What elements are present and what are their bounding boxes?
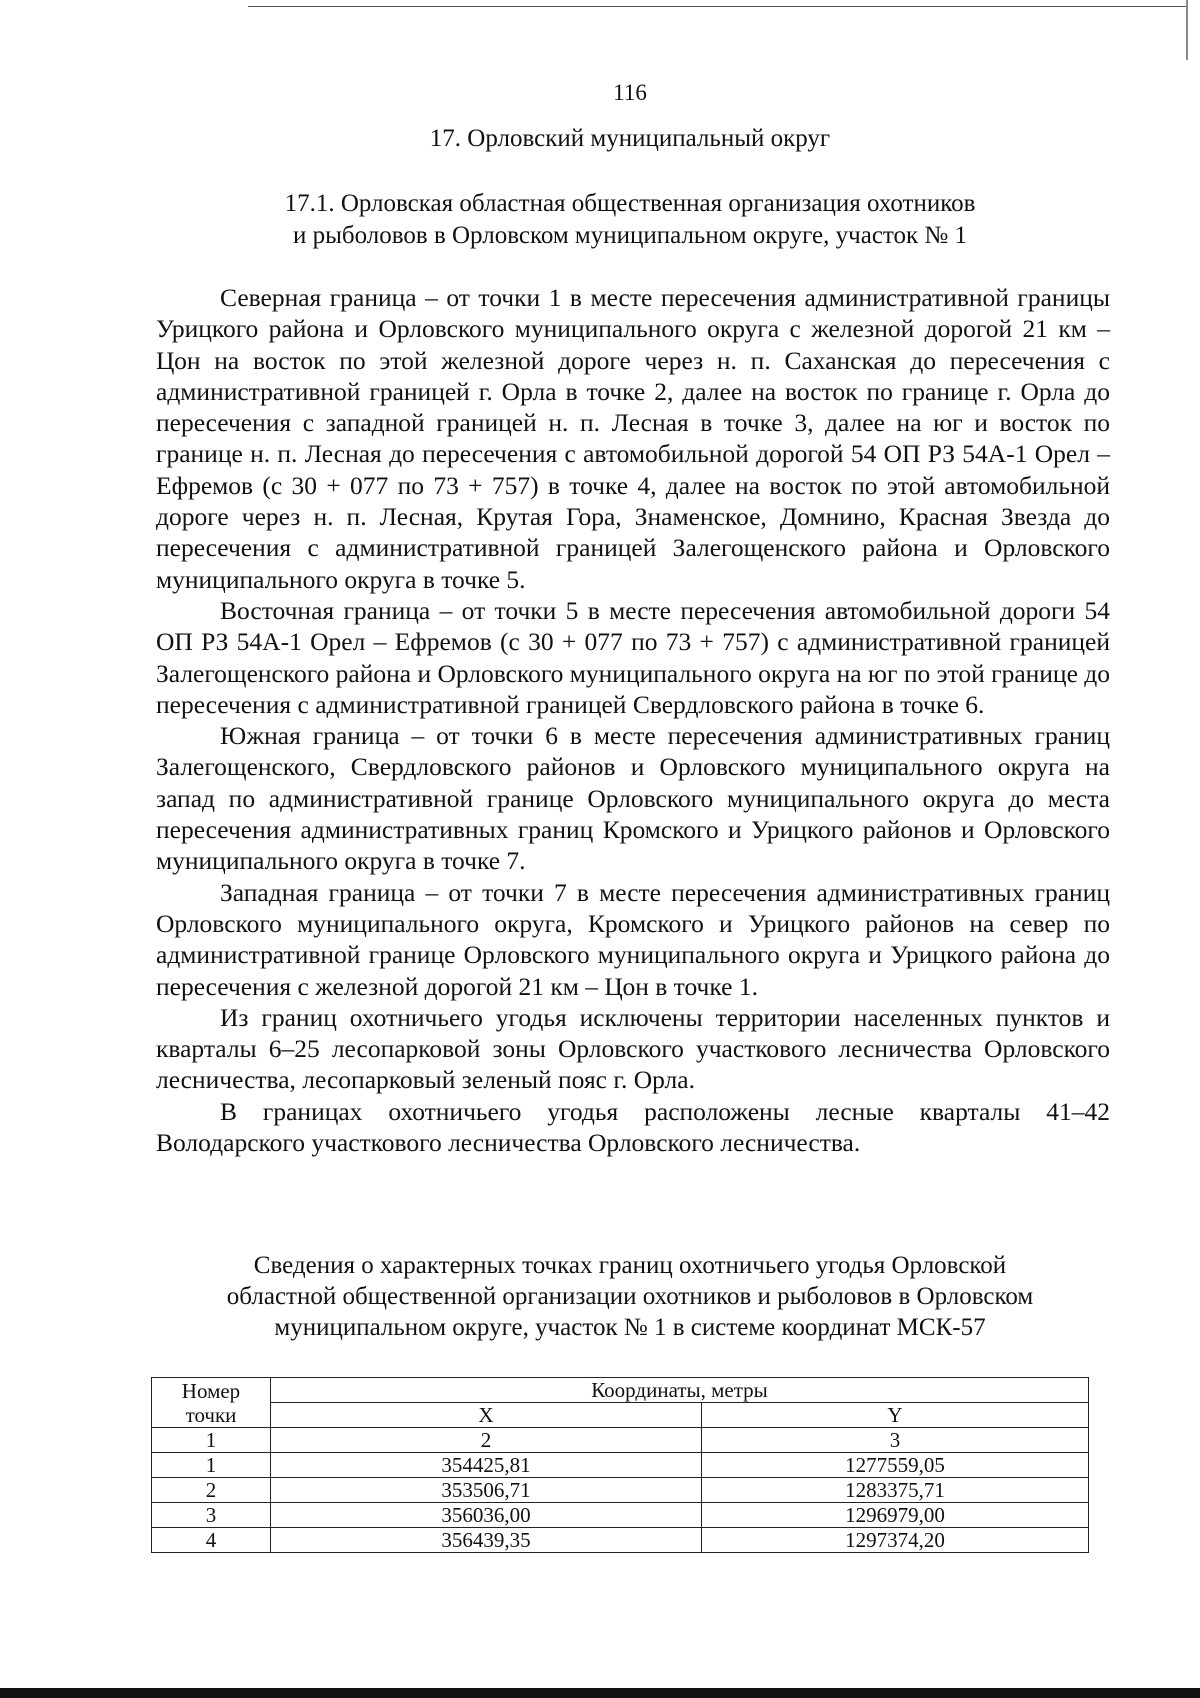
paragraph-east-boundary: Восточная граница – от точки 5 в месте пересечения автомобильной дороги 54 ОП РЗ 54А-1 Орел – Ефремов (с 30 + 077 по 73 + 757) с административной границей Залегощенского района и Орловского муниципального округа на юг по этой границе до пересечения с административной границей Свердловского района в точке 6. [156, 595, 1110, 719]
paragraph-forest-quarters: В границах охотничьего угодья расположены лесные кварталы 41–42 Володарского участкового лесничества Орловского лесничества. [156, 1096, 1110, 1158]
subtitle-line: и рыболовов в Орловском муниципальном округе, участок № 1 [292, 222, 968, 249]
table-row [152, 1503, 1089, 1528]
point-x: 356036,00 [271, 1503, 702, 1528]
point-y: 1296979,00 [702, 1503, 1089, 1528]
header-coordinates: Координаты, метры [271, 1378, 1089, 1403]
subsection-title [180, 188, 1080, 252]
header-point-number-line: точки [185, 1402, 237, 1427]
header-point-number [152, 1378, 271, 1428]
column-number: 3 [702, 1428, 1089, 1453]
point-x: 353506,71 [271, 1478, 702, 1503]
point-number: 4 [152, 1528, 271, 1553]
scan-border-top [248, 6, 1188, 7]
point-number: 2 [152, 1478, 271, 1503]
caption-line: Сведения о характерных точках границ охотничьего угодья Орловской [253, 1252, 1007, 1279]
paragraph-west-boundary: Западная граница – от точки 7 в месте пересечения административных границ Орловского муниципального округа, Кромского и Урицкого районов на север по административной границе Орловского муниципального округа и Урицкого района до пересечения с железной дорогой 21 км – Цон в точке 1. [156, 877, 1110, 1001]
header-x: X [271, 1403, 702, 1428]
page-number: 116 [613, 80, 647, 105]
scan-border-right [1186, 0, 1188, 60]
point-number: 3 [152, 1503, 271, 1528]
table-row [152, 1478, 1089, 1503]
table-row [152, 1528, 1089, 1553]
caption-line: областной общественной организации охотников и рыболовов в Орловском [226, 1283, 1034, 1310]
caption-line: муниципальном округе, участок № 1 в системе координат МСК-57 [274, 1314, 986, 1341]
table-caption [180, 1250, 1080, 1343]
header-y: Y [702, 1403, 1089, 1428]
paragraph-north-boundary: Северная граница – от точки 1 в месте пересечения административной границы Урицкого района и Орловского муниципального округа с железной дорогой 21 км – Цон на восток по этой железной дороге через н. п. Саханская до пересечения с административной границей г. Орла в точке 2, далее на восток по границе г. Орла до пересечения с западной границей н. п. Лесная в точке 3, далее на юг и восток по границе н. п. Лесная до пересечения с автомобильной дорогой 54 ОП РЗ 54А-1 Орел – Ефремов (с 30 + 077 по 73 + 757) в точке 4, далее на восток по этой автомобильной дороге через н. п. Лесная, Крутая Гора, Знаменское, Домнино, Красная Звезда до пересечения с административной границей Залегощенского района и Орловского муниципального округа в точке 5. [156, 283, 1110, 594]
paragraph-exclusions: Из границ охотничьего угодья исключены территории населенных пунктов и кварталы 6–25 лесопарковой зоны Орловского участкового лесничества Орловского лесничества, лесопарковый зеленый пояс г. Орла. [156, 1002, 1110, 1095]
column-number: 2 [271, 1428, 702, 1453]
table-column-number-row [152, 1428, 1089, 1453]
point-y: 1297374,20 [702, 1528, 1089, 1553]
column-number: 1 [152, 1428, 271, 1453]
header-point-number-line: Номер [181, 1378, 241, 1403]
scan-border-bottom [0, 1688, 1200, 1698]
subtitle-line: 17.1. Орловская областная общественная организация охотников [284, 190, 976, 217]
boundary-description [156, 282, 1110, 1158]
point-y: 1283375,71 [702, 1478, 1089, 1503]
coordinates-table [151, 1377, 1089, 1553]
table-row [152, 1453, 1089, 1478]
point-y: 1277559,05 [702, 1453, 1089, 1478]
table-header-row [152, 1403, 1089, 1428]
table-header-row [152, 1378, 1089, 1403]
section-title: 17. Орловский муниципальный округ [429, 125, 831, 152]
point-number: 1 [152, 1453, 271, 1478]
paragraph-south-boundary: Южная граница – от точки 6 в месте пересечения административных границ Залегощенского, Свердловского районов и Орловского муниципального округа на запад по административной границе Орловского муниципального округа до места пересечения административных границ Кромского и Урицкого районов и Орловского муниципального округа в точке 7. [156, 721, 1110, 876]
point-x: 356439,35 [271, 1528, 702, 1553]
point-x: 354425,81 [271, 1453, 702, 1478]
